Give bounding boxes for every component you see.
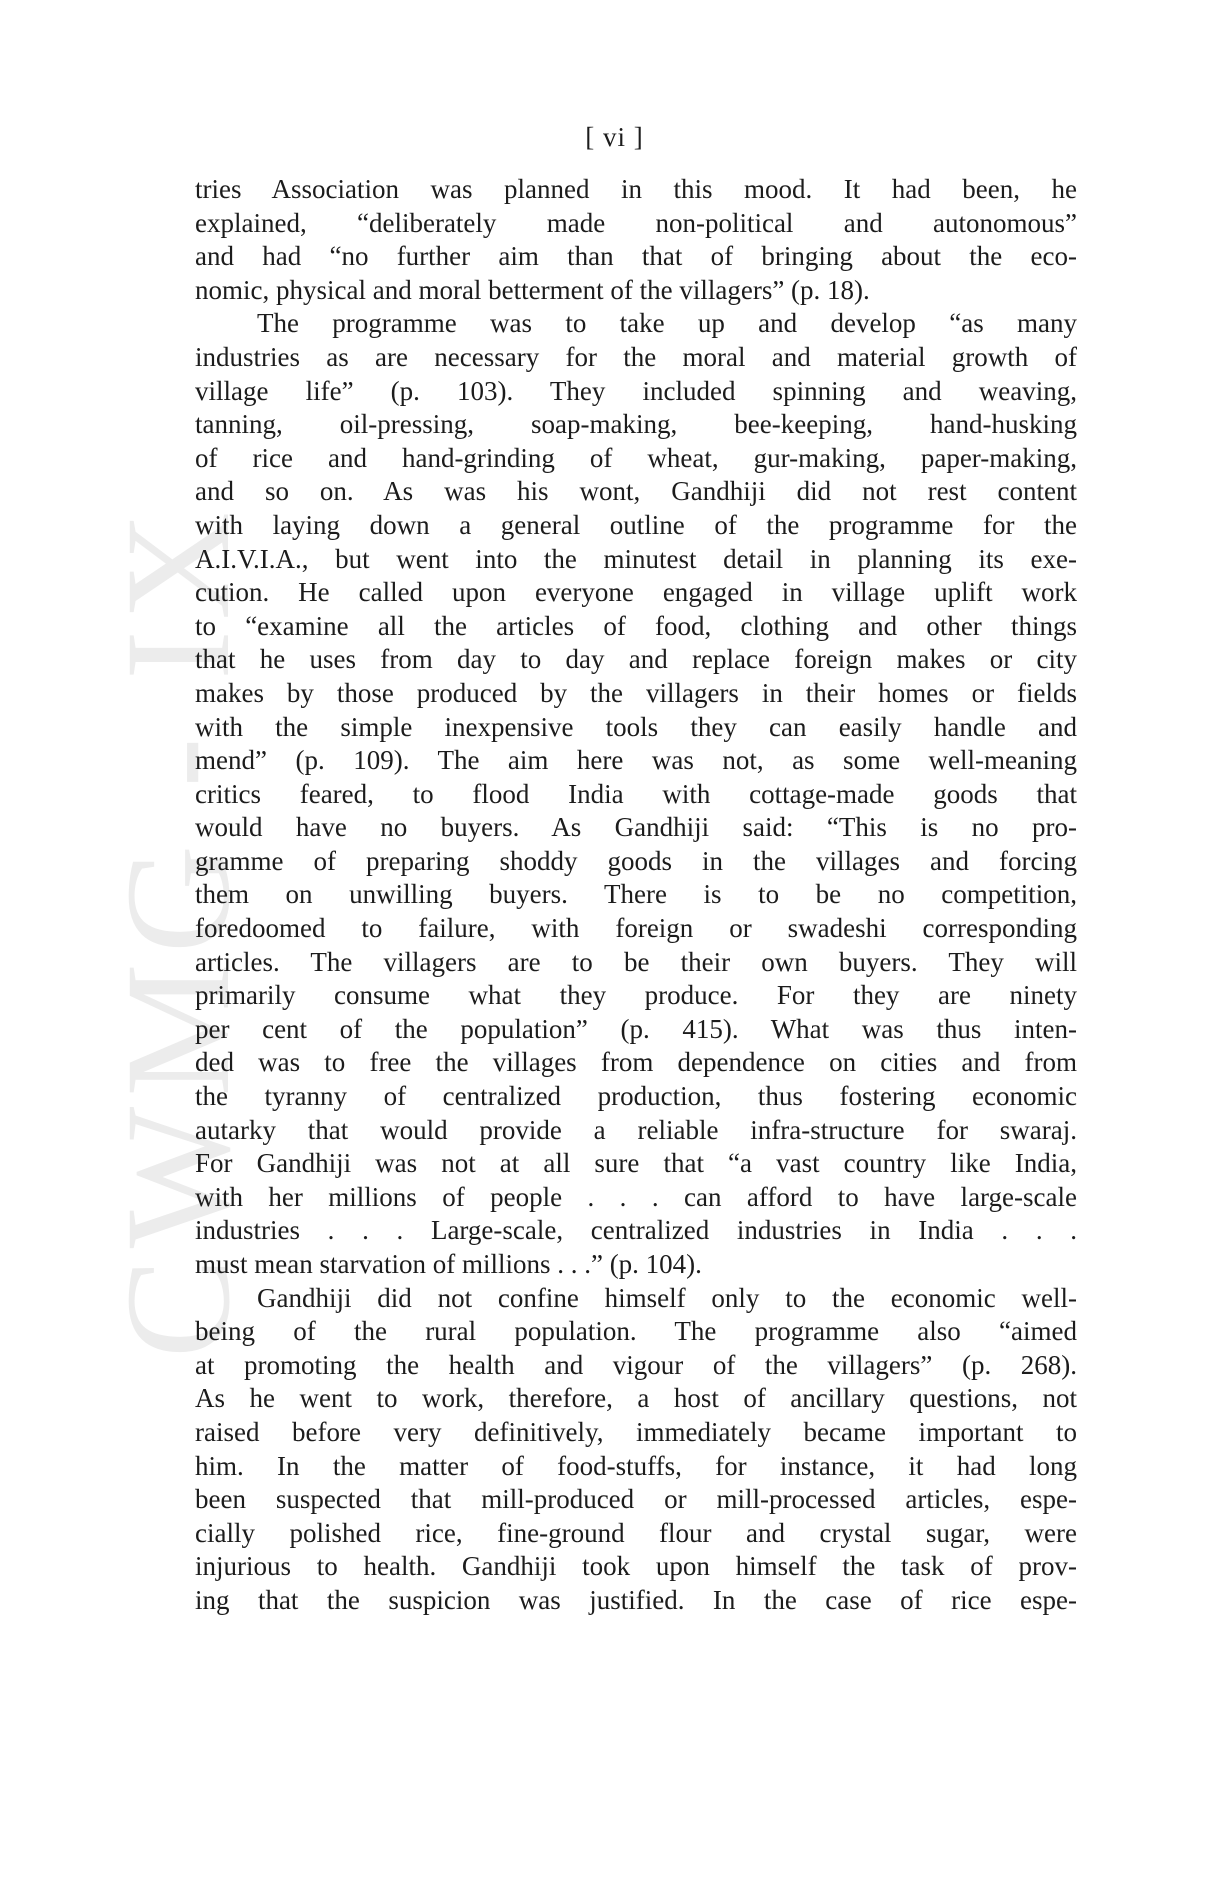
text-line: makes by those produced by the villagers in their homes or fields xyxy=(195,677,1077,708)
text-line: cially polished rice, fine-ground flour and crystal sugar, were xyxy=(195,1517,1077,1548)
text-line: raised before very definitively, immediately became important to xyxy=(195,1416,1077,1447)
body-text xyxy=(195,173,1077,1618)
text-line: mend” (p. 109). The aim here was not, as some well-meaning xyxy=(195,745,1077,776)
text-line: tanning, oil-pressing, soap-making, bee-keeping, hand-husking xyxy=(195,409,1077,440)
text-line: would have no buyers. As Gandhiji said: “This is no pro- xyxy=(195,812,1077,843)
text-line: been suspected that mill-produced or mill-processed articles, espe- xyxy=(195,1484,1077,1515)
text-line: Gandhiji did not confine himself only to the economic well- xyxy=(257,1282,1077,1313)
text-line: per cent of the population” (p. 415). What was thus inten- xyxy=(195,1013,1077,1044)
text-line: industries as are necessary for the moral and material growth of xyxy=(195,341,1077,372)
text-line: nomic, physical and moral betterment of the villagers” (p. 18). xyxy=(195,274,870,305)
text-line: must mean starvation of millions . . .” (p. 104). xyxy=(195,1249,702,1279)
text-line: and had “no further aim than that of bringing about the eco- xyxy=(195,241,1077,272)
text-line: at promoting the health and vigour of the villagers” (p. 268). xyxy=(195,1349,1077,1380)
text-line: tries Association was planned in this mood. It had been, he xyxy=(195,174,1077,204)
text-line: cution. He called upon everyone engaged in village uplift work xyxy=(195,577,1077,608)
text-line: primarily consume what they produce. For they are ninety xyxy=(195,980,1077,1011)
text-line: ing that the suspicion was justified. In the case of rice espe- xyxy=(195,1584,1077,1615)
text-line: ded was to free the villages from dependence on cities and from xyxy=(195,1047,1077,1078)
text-line: critics feared, to flood India with cottage-made goods that xyxy=(195,778,1077,809)
text-line: him. In the matter of food-stuffs, for instance, it had long xyxy=(195,1450,1077,1481)
watermark-text: CWMG - IX xyxy=(95,501,261,1359)
text-line: gramme of preparing shoddy goods in the villages and forcing xyxy=(195,845,1077,876)
text-line: with the simple inexpensive tools they can easily handle and xyxy=(195,711,1077,742)
text-line: the tyranny of centralized production, thus fostering economic xyxy=(195,1081,1077,1112)
text-line: As he went to work, therefore, a host of ancillary questions, not xyxy=(195,1383,1077,1414)
text-line: being of the rural population. The programme also “aimed xyxy=(195,1316,1077,1347)
text-line: autarky that would provide a reliable infra-structure for swaraj. xyxy=(195,1114,1077,1145)
text-line: with laying down a general outline of the programme for the xyxy=(195,509,1077,540)
text-line: A.I.V.I.A., but went into the minutest detail in planning its exe- xyxy=(195,543,1077,574)
text-line: village life” (p. 103). They included spinning and weaving, xyxy=(195,375,1077,406)
text-line: and so on. As was his wont, Gandhiji did not rest content xyxy=(195,476,1077,507)
text-line: them on unwilling buyers. There is to be no competition, xyxy=(195,879,1077,910)
text-line: The programme was to take up and develop “as many xyxy=(257,308,1077,339)
text-line: For Gandhiji was not at all sure that “a vast country like India, xyxy=(195,1148,1077,1179)
text-line: injurious to health. Gandhiji took upon himself the task of prov- xyxy=(195,1551,1077,1582)
text-line: industries . . . Large-scale, centralized industries in India . . . xyxy=(195,1215,1077,1246)
text-line: with her millions of people . . . can afford to have large-scale xyxy=(195,1181,1077,1212)
text-line: that he uses from day to day and replace foreign makes or city xyxy=(195,644,1077,675)
text-line: articles. The villagers are to be their own buyers. They will xyxy=(195,946,1077,977)
text-line: foredoomed to failure, with foreign or swadeshi corresponding xyxy=(195,913,1077,944)
text-line: explained, “deliberately made non-political and autonomous” xyxy=(195,207,1077,238)
page-number: [ vi ] xyxy=(585,122,644,152)
text-line: to “examine all the articles of food, clothing and other things xyxy=(195,610,1077,641)
text-line: of rice and hand-grinding of wheat, gur-making, paper-making, xyxy=(195,442,1077,473)
